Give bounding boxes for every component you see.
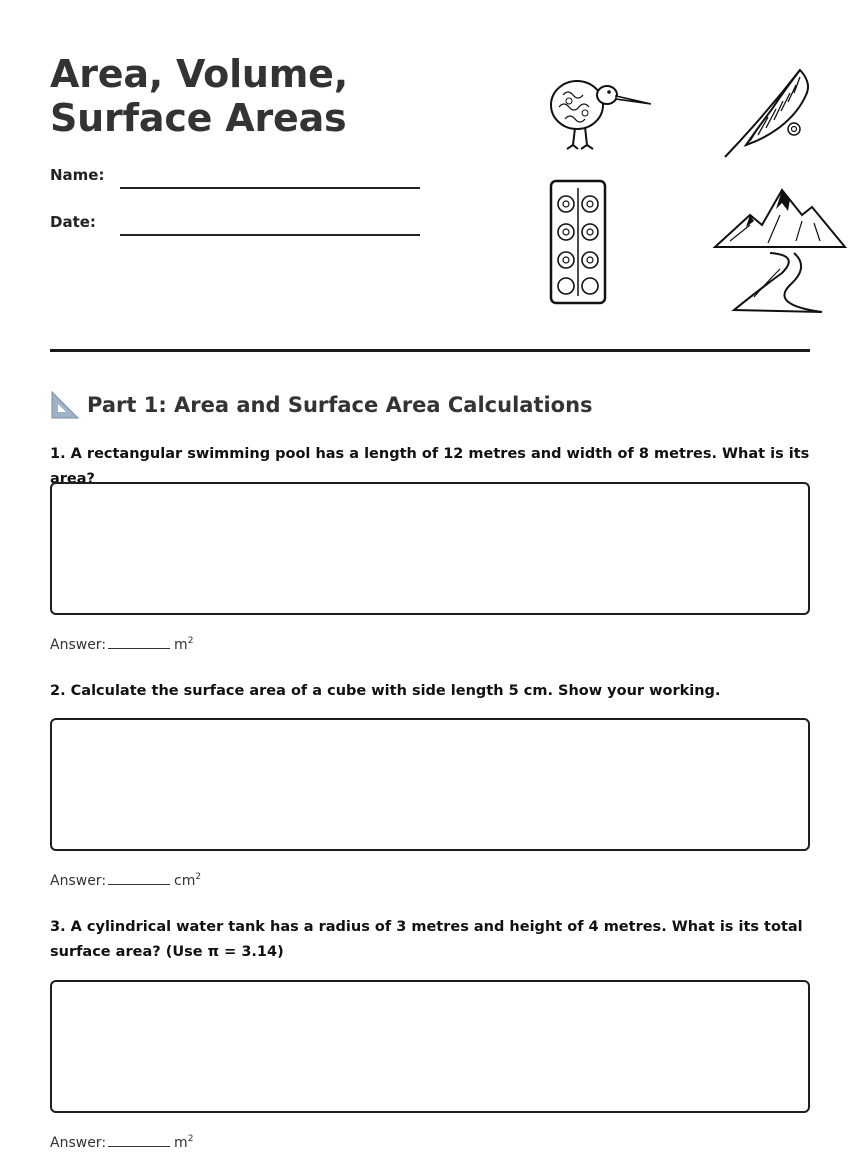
unit-power: 2 (187, 1134, 194, 1144)
answer-line-1 (50, 636, 193, 653)
fern-leaf-icon (720, 65, 810, 160)
header-divider (50, 349, 810, 352)
unit-power: 2 (187, 636, 194, 646)
answer-blank-3[interactable] (108, 1135, 170, 1147)
answer-unit: m (174, 1135, 188, 1151)
kiwi-bird-icon (545, 75, 655, 155)
answer-line-2 (50, 872, 201, 889)
date-field[interactable] (120, 234, 420, 236)
unit-power: 2 (195, 872, 202, 882)
name-field[interactable] (120, 187, 420, 189)
answer-label: Answer: (50, 1135, 107, 1151)
answer-blank-1[interactable] (108, 637, 170, 649)
answer-label: Answer: (50, 873, 107, 889)
question-1: 1. A rectangular swimming pool has a length of 12 metres and width of 8 metres. What is its area? (50, 446, 810, 487)
answer-line-3 (50, 1134, 193, 1151)
answer-unit: cm (174, 873, 196, 889)
worksheet-page (50, 0, 810, 1161)
part1-heading-text: Part 1: Area and Surface Area Calculations (87, 393, 593, 417)
answer-unit: m (174, 637, 188, 653)
worksheet-title: Area, Volume, Surface Areas (50, 52, 348, 140)
question-2: 2. Calculate the surface area of a cube with side length 5 cm. Show your working. (50, 683, 721, 699)
date-label: Date: (50, 213, 96, 231)
set-square-icon (50, 390, 80, 420)
carved-panel-icon (548, 178, 608, 306)
working-box-2[interactable] (50, 718, 810, 851)
mountain-river-icon (710, 185, 850, 320)
answer-label: Answer: (50, 637, 107, 653)
working-box-3[interactable] (50, 980, 810, 1113)
working-box-1[interactable] (50, 482, 810, 615)
question-3: 3. A cylindrical water tank has a radius of 3 metres and height of 4 metres. What is its total surface area? (Use π = 3.14) (50, 919, 803, 960)
name-label: Name: (50, 166, 105, 184)
answer-blank-2[interactable] (108, 873, 170, 885)
illustrations (540, 60, 810, 322)
part1-heading (50, 388, 593, 422)
